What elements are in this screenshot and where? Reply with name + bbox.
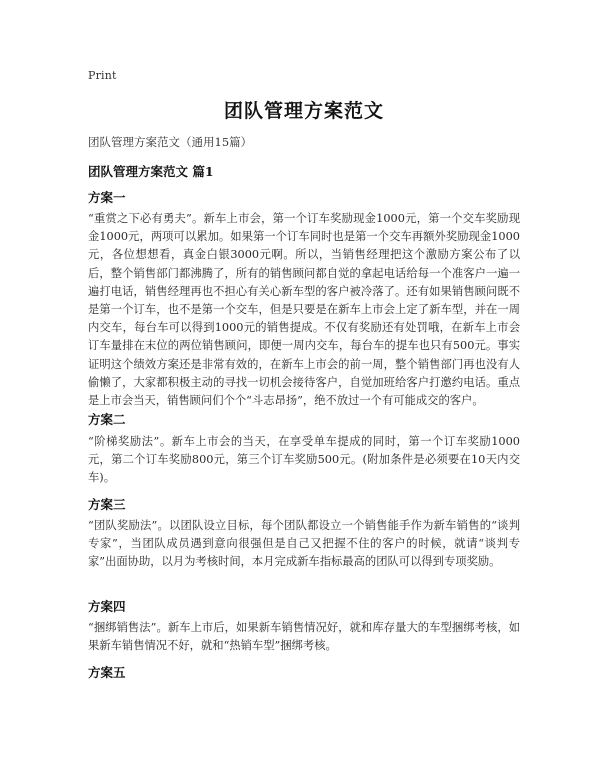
plan-heading: 方案四: [88, 599, 126, 614]
plan-body: “阶梯奖励法”。新车上市会的当天，在享受单车提成的同时，第一个订车奖励1000元，第二个订车奖励800元，第三个订车奖励500元。(附加条件是必须要在10天内交车)。: [88, 435, 520, 485]
plan-body: “团队奖励法”。以团队设立目标，每个团队都设立一个销售能手作为新车销售的“谈判专家”，当团队成员遇到意向很强但是自己又把握不住的客户的时候，就请“谈判专家”出面协助，以月为考核时间，本月完成新车指标最高的团队可以得到专项奖励。: [88, 519, 520, 569]
plan-body: “捆绑销售法”。新车上市后，如果新车销售情况好，就和库存量大的车型捆绑考核，如果新车销售情况不好，就和“热销车型”捆绑考核。: [88, 621, 520, 653]
section-title: 团队管理方案范文 篇1: [88, 164, 214, 179]
plan-heading: 方案一: [88, 190, 126, 205]
print-link[interactable]: Print: [88, 69, 117, 82]
plan-body: “重赏之下必有勇夫”。新车上市会，第一个订车奖励现金1000元，第一个交车奖励现金1000元，两项可以累加。如果第一个订车同时也是第一个交车再额外奖励现金1000元，各位想想看，真金白银3000元啊。所以，当销售经理把这个激励方案公布了以后，整个销售部门都沸腾了，所有的销售顾问都自觉的拿起电话给每一个准客户一遍一遍打电话，销售经理再也不担心有关心新车型的客户被冷落了。还有如果销售顾问既不是第一个订车，也不是第一个交车，但是只要是在新车上市会上定了新车型，并在一周内交车，每台车可以得到1000元的销售提成。不仅有奖励还有处罚哦，在新车上市会订车量排在末位的两位销售顾问，即便一周内交车，每台车的提车也只有500元。事实证明这个绩效方案还是非常有效的，在新车上市会的前一周，整个销售部门再也没有人偷懒了，大家都积极主动的寻找一切机会接待客户，自觉加班给客户打邀约电话。重点是上市会当天，销售顾问们个个“斗志昂扬”，绝不放过一个有可能成交的客户。: [88, 212, 520, 408]
document-title: 团队管理方案范文: [223, 100, 384, 122]
plan-heading: 方案二: [88, 412, 126, 427]
document-subtitle: 团队管理方案范文（通用15篇）: [88, 135, 253, 149]
plan-heading: 方案五: [88, 665, 126, 680]
plan-heading: 方案三: [88, 497, 126, 512]
